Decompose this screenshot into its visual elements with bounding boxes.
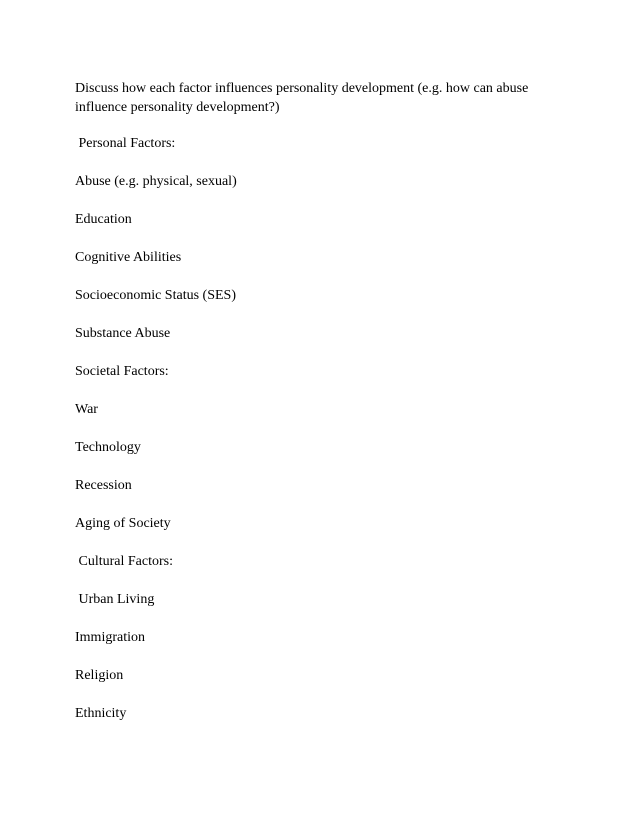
heading-personal-factors: Personal Factors: <box>75 136 176 151</box>
list-item: Recession <box>75 478 132 493</box>
list-item: Aging of Society <box>75 516 171 531</box>
list-item: Religion <box>75 668 124 683</box>
list-item: Education <box>75 212 132 227</box>
list-item: Technology <box>75 440 141 455</box>
list-item: Substance Abuse <box>75 326 171 341</box>
intro-paragraph: Discuss how each factor influences personality development (e.g. how can abuse influence personality development?) <box>75 81 529 115</box>
heading-cultural-factors: Cultural Factors: <box>75 554 173 569</box>
list-item: Urban Living <box>75 592 155 607</box>
list-item: Socioeconomic Status (SES) <box>75 288 236 303</box>
heading-societal-factors: Societal Factors: <box>75 364 169 379</box>
list-item: Abuse (e.g. physical, sexual) <box>75 174 237 189</box>
list-item: Cognitive Abilities <box>75 250 182 265</box>
list-item: War <box>75 402 98 417</box>
list-item: Ethnicity <box>75 706 127 721</box>
list-item: Immigration <box>75 630 145 645</box>
